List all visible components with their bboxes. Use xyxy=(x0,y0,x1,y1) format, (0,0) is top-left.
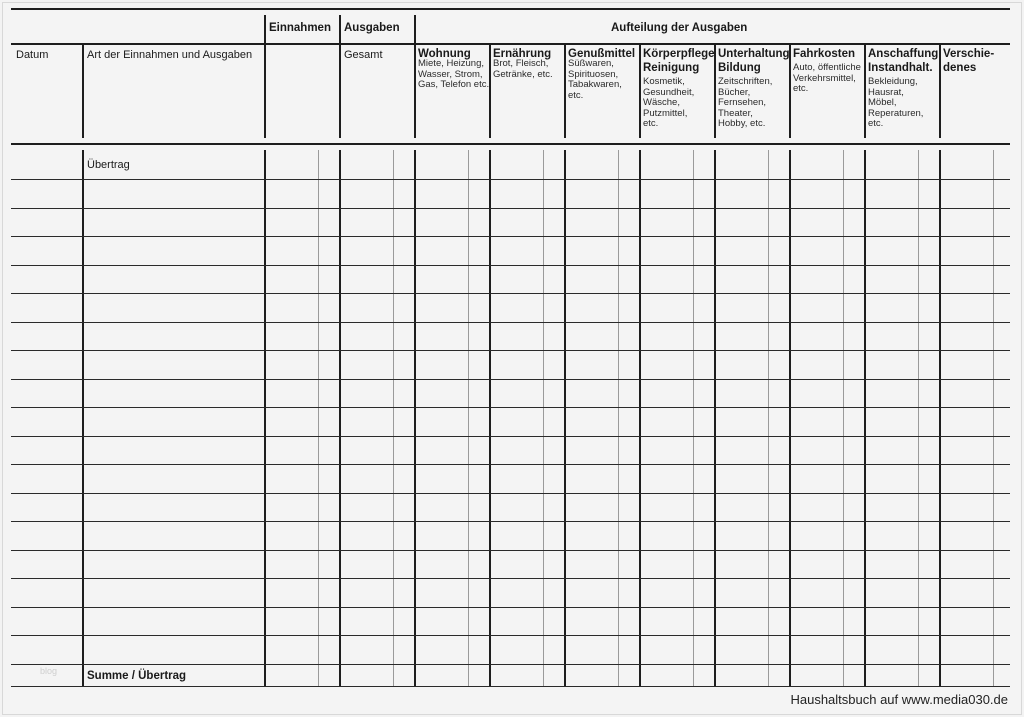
category-title: Genußmittel xyxy=(568,48,636,60)
header-vline xyxy=(714,44,716,138)
row-divider xyxy=(11,350,1010,351)
row-divider xyxy=(11,236,1010,237)
header-vline xyxy=(264,15,266,138)
row-divider xyxy=(11,607,1010,608)
category-title2: Reinigung xyxy=(643,62,700,74)
watermark: blog xyxy=(40,666,58,676)
header-bottom-border xyxy=(11,143,1010,145)
table-bottom-border xyxy=(11,686,1010,687)
category-koerperpflege xyxy=(643,47,715,130)
row-divider xyxy=(11,293,1010,294)
row-divider xyxy=(11,493,1010,494)
category-title: Verschie- xyxy=(943,48,995,60)
row-divider xyxy=(11,578,1010,579)
category-desc: Zeitschriften, Bücher, Fernsehen, Theater, Hobby, etc. xyxy=(718,76,773,130)
header-vline xyxy=(939,44,941,138)
category-title2: Bildung xyxy=(718,62,761,74)
group-ausgaben: Ausgaben xyxy=(344,22,400,34)
row-divider xyxy=(11,464,1010,465)
row-divider xyxy=(11,265,1010,266)
category-title2: denes xyxy=(943,62,977,74)
row-divider xyxy=(11,322,1010,323)
top-border xyxy=(11,8,1010,10)
row-divider xyxy=(11,664,1010,665)
row-divider xyxy=(11,407,1010,408)
group-aufteilung: Aufteilung der Ausgaben xyxy=(611,22,748,34)
category-unterhaltung xyxy=(718,47,790,130)
header-vline xyxy=(864,44,866,138)
header-vline xyxy=(489,44,491,138)
category-verschiedenes xyxy=(943,47,1015,75)
row-divider xyxy=(11,208,1010,209)
header-vline xyxy=(414,15,416,138)
row-divider xyxy=(11,436,1010,437)
row-divider xyxy=(11,179,1010,180)
category-genussmittel xyxy=(568,47,640,101)
header-vline xyxy=(789,44,791,138)
category-title: Anschaffung xyxy=(868,48,939,60)
col-art: Art der Einnahmen und Ausgaben xyxy=(87,49,253,61)
col-datum: Datum xyxy=(16,49,49,61)
category-desc: Miete, Heizung, Wasser, Strom, Gas, Telefon etc. xyxy=(418,58,490,91)
row-divider xyxy=(11,635,1010,636)
category-desc: Süßwaren, Spirituosen, Tabakwaren, etc. xyxy=(568,58,622,101)
header-vline xyxy=(639,44,641,138)
header-vline xyxy=(564,44,566,138)
category-ernaehrung xyxy=(493,47,565,80)
category-anschaffung xyxy=(868,47,940,130)
category-wohnung xyxy=(418,47,490,91)
category-title: Ernährung xyxy=(493,48,552,60)
category-title: Wohnung xyxy=(418,48,471,60)
category-title: Körperpflege xyxy=(643,48,715,60)
row-divider xyxy=(11,379,1010,380)
header-vline xyxy=(339,15,341,138)
col-gesamt: Gesamt xyxy=(344,49,383,61)
category-desc: Bekleidung, Hausrat, Möbel, Reperaturen, etc. xyxy=(868,76,924,130)
summe-uebertrag-label: Summe / Übertrag xyxy=(87,670,187,682)
row-divider xyxy=(11,550,1010,551)
category-title: Fahrkosten xyxy=(793,48,855,60)
uebertrag-label: Übertrag xyxy=(87,159,130,171)
footer-credit: Haushaltsbuch auf www.media030.de xyxy=(790,692,1008,707)
header-divider xyxy=(11,43,1010,45)
category-desc: Kosmetik, Gesundheit, Wäsche, Putzmittel, etc. xyxy=(643,76,695,130)
row-divider xyxy=(11,521,1010,522)
category-title2: Instandhalt. xyxy=(868,62,933,74)
group-einnahmen: Einnahmen xyxy=(269,22,331,34)
category-desc: Brot, Fleisch, Getränke, etc. xyxy=(493,58,553,80)
category-desc: Auto, öffentliche Verkehrsmittel, etc. xyxy=(793,62,861,95)
header-vline xyxy=(82,44,84,138)
category-fahrkosten xyxy=(793,47,865,95)
category-title: Unterhaltung xyxy=(718,48,790,60)
